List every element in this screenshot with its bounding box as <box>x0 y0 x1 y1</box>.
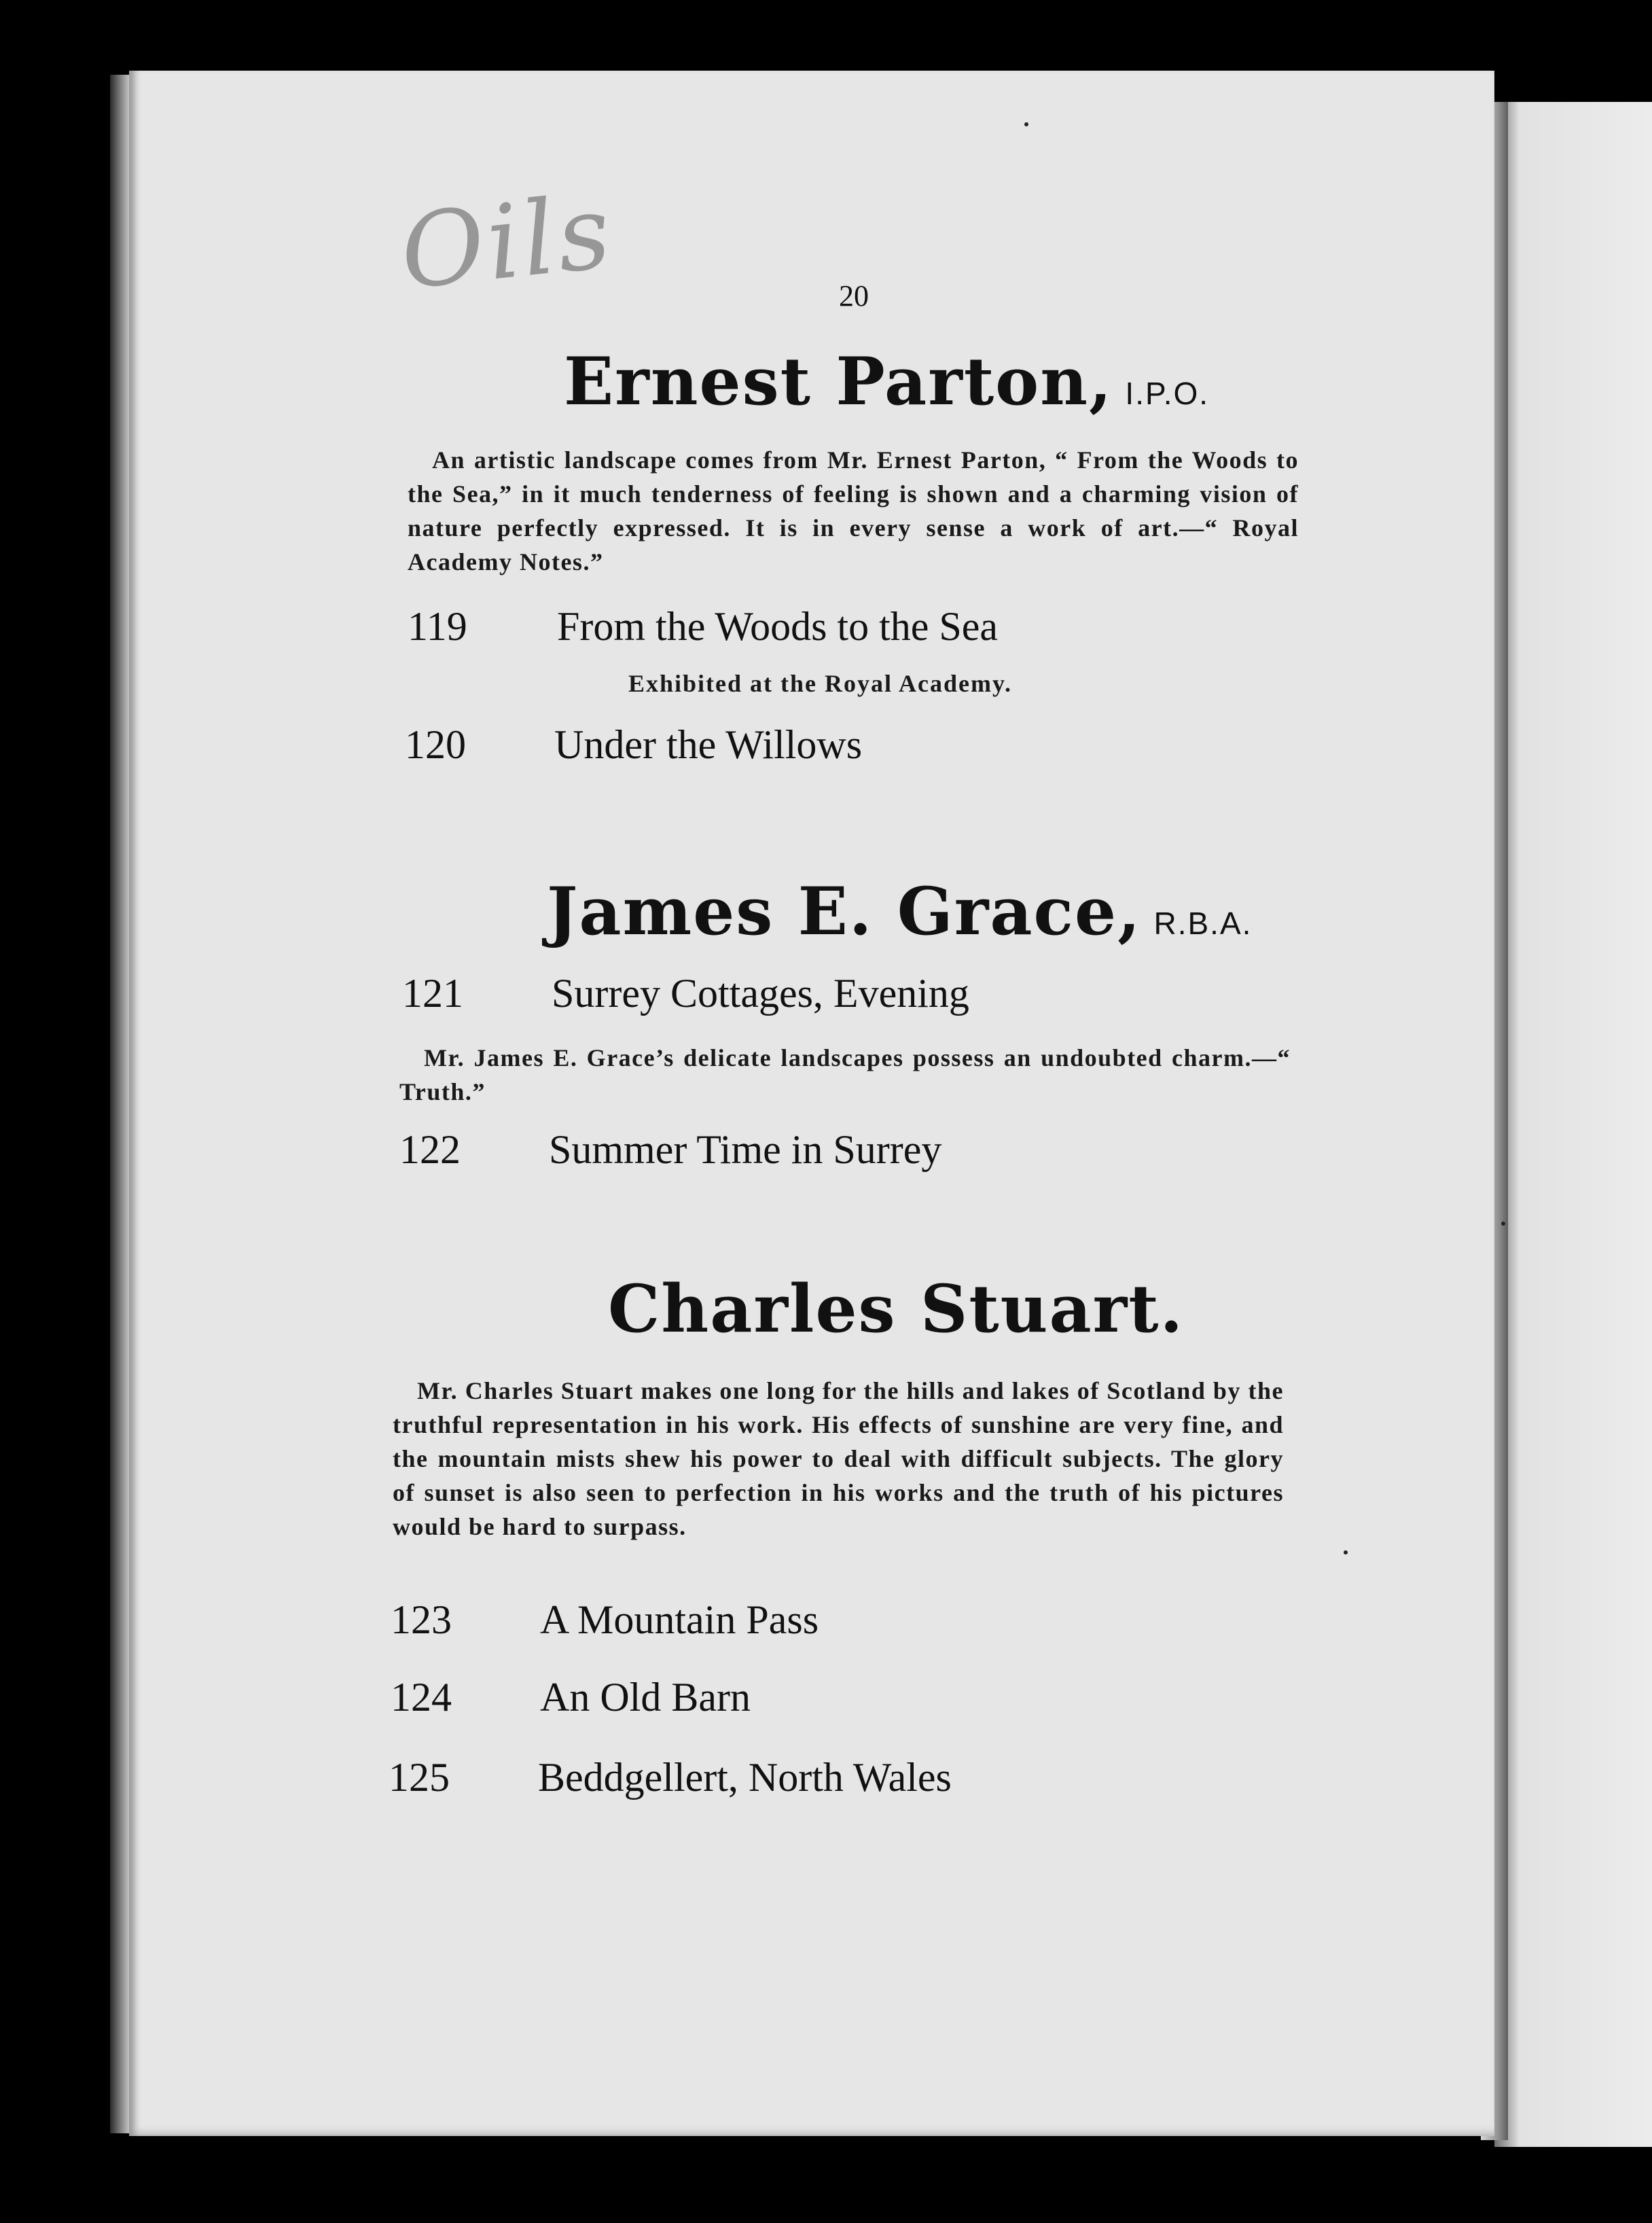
entry-title: Beddgellert, North Wales <box>538 1755 952 1800</box>
page-edge <box>110 75 130 2133</box>
catalogue-entry <box>399 1126 941 1173</box>
catalogue-entry <box>391 1597 819 1643</box>
entry-title: Summer Time in Surrey <box>549 1127 942 1172</box>
entry-number: 122 <box>399 1127 461 1172</box>
artist-honours: R.B.A. <box>1153 906 1253 941</box>
entry-title: Under the Willows <box>554 722 863 767</box>
entry-title: Surrey Cottages, Evening <box>552 971 969 1016</box>
catalogue-entry <box>391 1674 751 1721</box>
facing-page <box>1494 102 1652 2147</box>
page-number: 20 <box>839 279 869 313</box>
entry-number: 119 <box>408 604 467 649</box>
dust-speck <box>1344 1550 1348 1554</box>
artist-honours: I.P.O. <box>1125 376 1210 411</box>
entry-number: 125 <box>389 1755 450 1800</box>
artist-name: James E. Grace, <box>547 873 1142 950</box>
catalogue-entry <box>405 722 862 768</box>
entry-title: From the Woods to the Sea <box>557 604 999 649</box>
catalogue-entry <box>389 1754 952 1801</box>
artist-heading <box>547 873 1252 950</box>
entry-title: An Old Barn <box>540 1675 751 1720</box>
artist-heading <box>608 1270 1184 1347</box>
entry-number: 120 <box>405 722 466 767</box>
catalogue-entry <box>408 603 998 650</box>
review-quote: Mr. James E. Grace’s delicate landscapes possess an undoubted charm.—“ Truth.” <box>399 1044 1291 1105</box>
artist-name: Charles Stuart. <box>608 1270 1185 1347</box>
handwritten-note: Oils <box>395 173 619 313</box>
artist-heading <box>564 343 1209 420</box>
dust-speck <box>1024 122 1028 126</box>
entry-number: 123 <box>391 1597 452 1642</box>
artist-name: Ernest Parton, <box>564 343 1113 420</box>
exhibition-note: Exhibited at the Royal Academy. <box>628 670 1013 697</box>
entry-number: 124 <box>391 1675 452 1720</box>
review-quote: An artistic landscape comes from Mr. Ernest Parton, “ From the Woods to the Sea,” in it much tenderness of feeling is shown and a charming vision of nature perfectly expressed. It is in every sense a work of art.—“ Royal Academy Notes.” <box>408 446 1299 575</box>
review-quote: Mr. Charles Stuart makes one long for the hills and lakes of Scotland by the truthful representation in his work. His effects of sunshine are very fine, and the mountain mists shew his power to deal with difficult subjects. The glory of sunset is also seen to perfection in his works and the truth of his pictures would be hard to surpass. <box>393 1377 1284 1540</box>
entry-number: 121 <box>402 971 463 1016</box>
entry-title: A Mountain Pass <box>540 1597 819 1642</box>
dust-speck <box>1501 1222 1505 1226</box>
catalogue-entry <box>402 970 969 1017</box>
